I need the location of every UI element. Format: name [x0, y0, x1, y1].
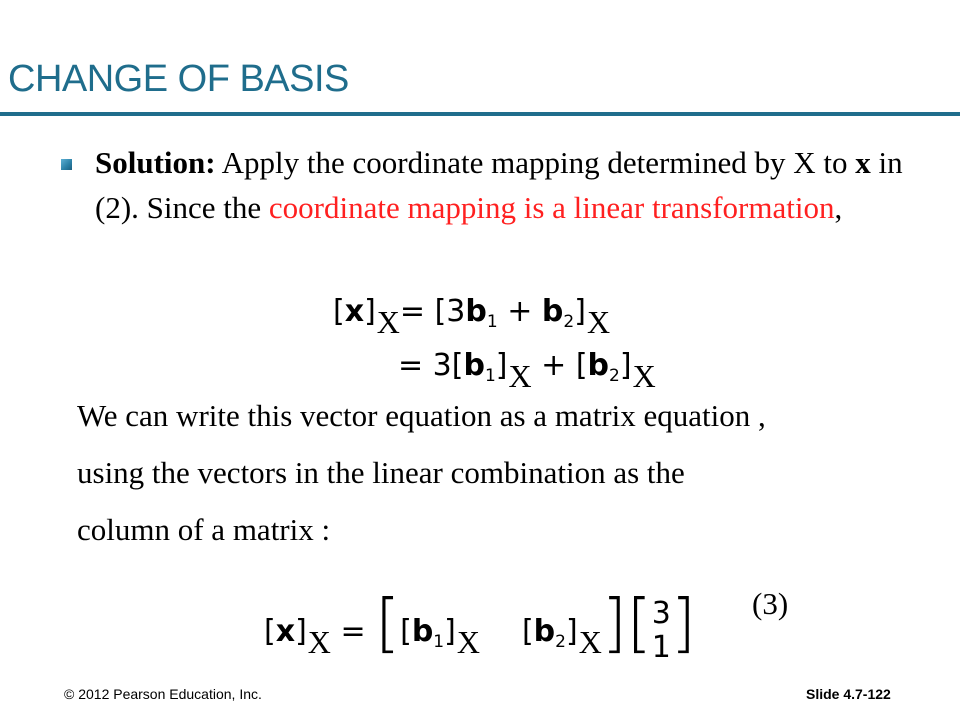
solution-text-3: ,	[834, 190, 843, 225]
eq1-b1: b	[465, 294, 487, 329]
eq3-vector-top: 3	[651, 595, 671, 631]
vector-x: x	[855, 145, 871, 180]
eq3-lhs-var: x	[275, 614, 296, 649]
eq1-b2: b	[541, 294, 564, 329]
eq3-col2-open: [	[521, 614, 534, 649]
eq3-col1-close: ]	[444, 614, 456, 649]
eq3-col1-open: [	[400, 614, 412, 649]
solution-red-text: coordinate mapping is a linear transformation	[268, 190, 835, 225]
eq3-vector-open: [	[626, 587, 652, 661]
eq1-frame-1: X	[376, 304, 400, 340]
equation-number: (3)	[752, 586, 789, 621]
equation-1	[333, 292, 611, 340]
eq3-equals: =	[330, 614, 376, 649]
eq2-sub2: 2	[609, 366, 620, 386]
eq3-sub1: 1	[433, 632, 445, 652]
eq3-column-vector	[652, 597, 671, 665]
eq1-plus: +	[497, 294, 542, 329]
solution-paragraph	[95, 140, 915, 230]
eq3-matrix-open: [	[375, 587, 401, 661]
body-line-3: column of a matrix :	[77, 512, 331, 547]
solution-text-1: Apply the coordinate mapping determined by X to	[215, 145, 856, 180]
title-underline	[0, 112, 960, 116]
eq2-frame-1: X	[508, 358, 532, 394]
eq3-b2: b	[533, 614, 556, 649]
eq3-col2-close: ]	[565, 614, 578, 649]
eq2-b1: b	[463, 348, 485, 383]
footer-copyright: © 2012 Pearson Education, Inc.	[64, 686, 262, 702]
eq3-vector-close: ]	[670, 587, 696, 661]
eq3-frame-3: X	[578, 624, 602, 660]
eq2-plus: + [	[531, 348, 588, 383]
eq3-b1: b	[411, 614, 434, 649]
eq2-sub1: 1	[484, 366, 496, 386]
eq2-prefix: = 3[	[398, 348, 464, 383]
eq3-frame-2: X	[456, 624, 480, 660]
body-line-2: using the vectors in the linear combination as the	[77, 455, 685, 490]
eq2-b2: b	[587, 348, 610, 383]
eq1-rhs-open: [3	[434, 294, 466, 329]
eq1-sub2: 2	[563, 312, 575, 332]
solution-label: Solution:	[95, 145, 216, 180]
solution-text-2: in (2). Since the	[95, 145, 903, 225]
equation-2	[398, 346, 656, 394]
eq2-frame-2: X	[632, 358, 656, 394]
footer-slide-number: Slide 4.7-122	[806, 686, 891, 702]
eq3-lhs-open: [	[264, 614, 276, 649]
eq1-lhs-open: [	[333, 294, 345, 329]
square-bullet-icon	[61, 159, 72, 170]
eq1-sub1: 1	[486, 312, 498, 332]
eq3-frame-1: X	[307, 624, 331, 660]
eq2-close2: ]	[619, 348, 632, 383]
eq1-frame-2: X	[586, 304, 611, 340]
equation-3	[264, 588, 696, 667]
eq1-rhs-close: ]	[574, 294, 586, 329]
eq3-matrix-close: ]	[601, 587, 627, 661]
eq1-equals: =	[399, 294, 426, 329]
eq1-lhs-close: ]	[364, 294, 376, 329]
slide-title: CHANGE OF BASIS	[8, 58, 349, 100]
eq3-lhs-close: ]	[295, 614, 307, 649]
eq3-sub2: 2	[555, 632, 566, 652]
eq3-vector-bottom: 1	[651, 629, 671, 665]
eq1-lhs-var: x	[344, 294, 365, 329]
eq2-close1: ]	[495, 348, 508, 383]
body-line-1: We can write this vector equation as a matrix equation ,	[77, 398, 766, 433]
